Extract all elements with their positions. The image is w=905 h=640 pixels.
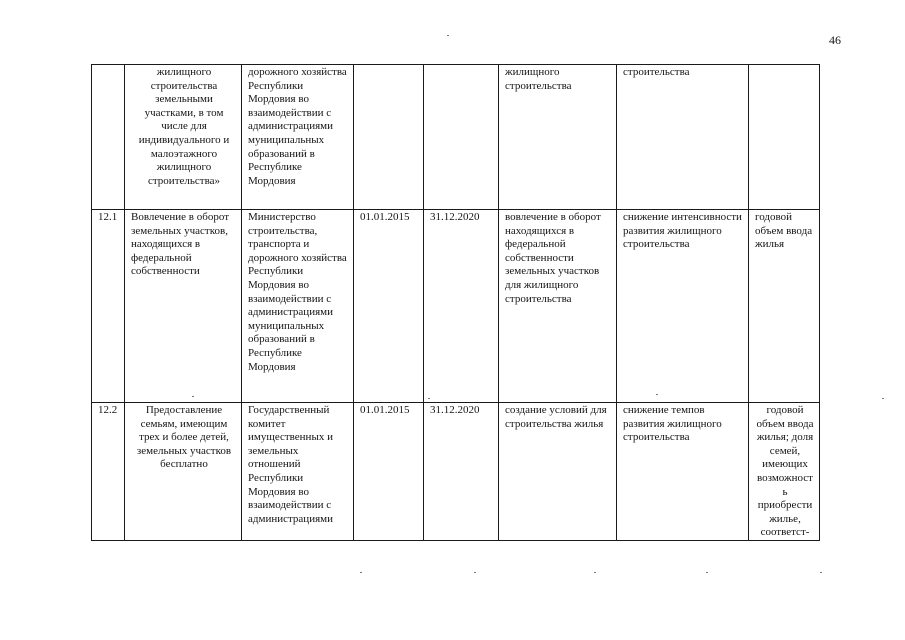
- measure-name-cell: Вовлечение в оборот земельных участков, находящихся в федеральной собственности: [125, 210, 242, 403]
- start-date-cell: [354, 65, 424, 210]
- executor-cell: дорожного хозяйства Республики Мордовия во взаимодействии с администрациями муниципальных образований в Республике Мордовия: [242, 65, 354, 210]
- row-number-cell: [92, 65, 125, 210]
- table-row: [92, 65, 820, 210]
- consequence-cell: строительства: [617, 65, 749, 210]
- expected-result-cell: создание условий для строительства жилья: [499, 403, 617, 541]
- measure-name-cell: жилищного строительства земельными участками, в том числе для индивидуального и малоэтажного жилищного строительства»: [125, 65, 242, 210]
- end-date-cell: 31.12.2020: [424, 210, 499, 403]
- scan-speck: [192, 396, 194, 397]
- measures-table: [91, 64, 820, 541]
- scan-speck: [594, 572, 596, 573]
- indicator-cell: [749, 65, 820, 210]
- row-number-cell: 12.1: [92, 210, 125, 403]
- indicator-cell: годовой объем ввода жилья: [749, 210, 820, 403]
- scan-speck: [820, 572, 822, 573]
- scan-speck: [428, 398, 430, 399]
- expected-result-cell: вовлечение в оборот находящихся в федеральной собственности земельных участков для жилищного строительства: [499, 210, 617, 403]
- end-date-cell: [424, 65, 499, 210]
- page-number: 46: [829, 33, 841, 47]
- scan-speck: [474, 572, 476, 573]
- executor-cell: Государственный комитет имущественных и земельных отношений Республики Мордовия во взаимодействии с администрациями: [242, 403, 354, 541]
- start-date-cell: 01.01.2015: [354, 403, 424, 541]
- start-date-cell: 01.01.2015: [354, 210, 424, 403]
- scan-speck: [447, 35, 449, 36]
- scan-speck: [656, 394, 658, 395]
- consequence-cell: снижение темпов развития жилищного строительства: [617, 403, 749, 541]
- table-row: [92, 210, 820, 403]
- expected-result-cell: жилищного строительства: [499, 65, 617, 210]
- table-row: [92, 403, 820, 541]
- consequence-cell: снижение интенсивности развития жилищного строительства: [617, 210, 749, 403]
- row-number-cell: 12.2: [92, 403, 125, 541]
- scan-speck: [706, 572, 708, 573]
- indicator-cell: годовой объем ввода жилья; доля семей, имеющих возможность приобрести жилье, соответст-: [749, 403, 820, 541]
- scan-speck: [882, 398, 884, 399]
- executor-cell: Министерство строительства, транспорта и дорожного хозяйства Республики Мордовия во взаимодействии с администрациями муниципальных образований в Республике Мордовия: [242, 210, 354, 403]
- measure-name-cell: Предоставление семьям, имеющим трех и более детей, земельных участков бесплатно: [125, 403, 242, 541]
- scan-speck: [360, 572, 362, 573]
- end-date-cell: 31.12.2020: [424, 403, 499, 541]
